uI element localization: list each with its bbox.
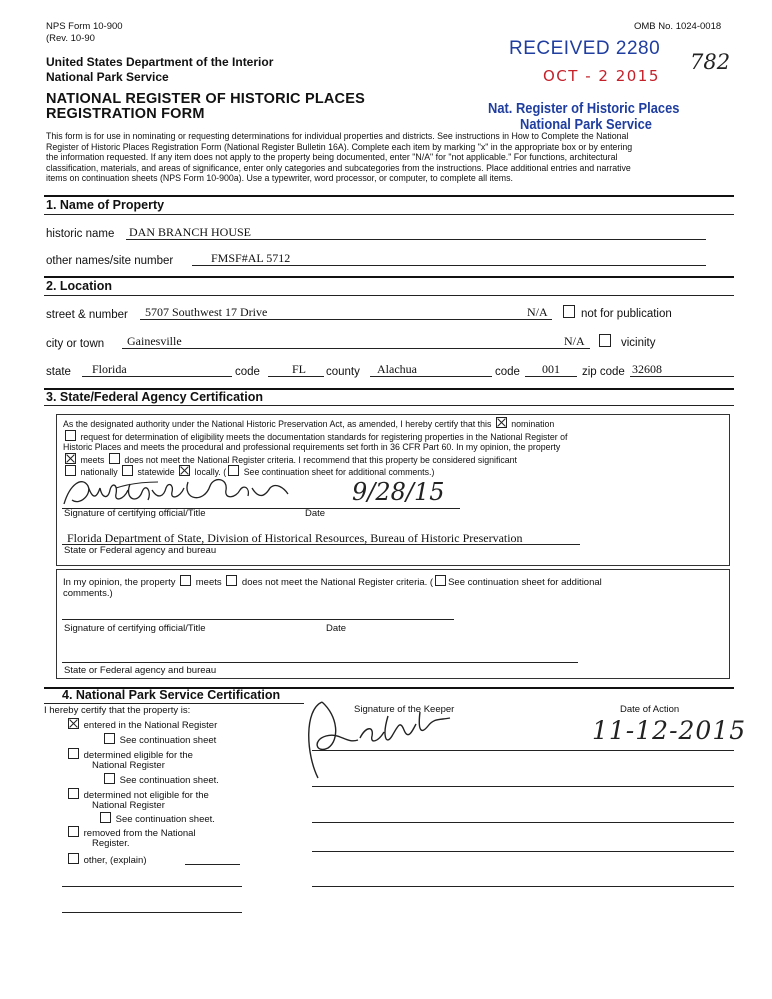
section-1-title: 1. Name of Property [46,198,165,212]
eligible-option[interactable]: determined eligible for the [66,748,193,761]
eligible-line2: National Register [92,760,165,771]
state-code-value[interactable]: FL [292,362,307,376]
removed-option[interactable]: removed from the National [66,826,196,839]
other-names-value[interactable]: FMSF#AL 5712 [211,251,291,265]
section-divider [44,195,734,197]
keeper-line [312,786,734,787]
field-line [122,348,590,349]
keeper-line [312,851,734,852]
received-date-stamp: OCT - 2 2015 [543,67,660,85]
form-revision: (Rev. 10-90 [46,33,95,44]
action-date-label: Date of Action [620,704,680,715]
removed-line2: Register. [92,838,130,849]
register-stamp: Nat. Register of Historic Places [488,100,680,117]
agency-line [62,662,578,663]
instruction-line: items on continuation sheets (NPS Form 10-900a). Use a typewriter, word processor, or computer, to complete all items. [46,173,513,183]
does-not-meet-checkbox[interactable] [109,453,120,464]
field-line [192,265,706,266]
code-label: code [235,366,260,378]
field-line [140,319,552,320]
section-divider [44,295,734,296]
explain-line [62,886,242,887]
instruction-line: Register of Historic Places Registration Form (National Register Bulletin 16A). Complete each item by marking "x" in the appropriate box or by entering [46,141,633,152]
certification-text: As the designated authority under the National Historic Preservation Act, as amended, I hereby certify that this nomination request for determination of eligibility meets the documentation standards for registering properties in the National Register of Historic Places and meets the procedural and professional requirements set forth in 36 CFR Part 60. In my opinion, the property meets does not meet the National Register criteria. I recommend that this property be considered significant nationally statewide locally. ( See continuation sheet for additional comments.) [63,419,568,477]
handwritten-number: 782 [690,50,731,74]
department: United States Department of the Interior [46,55,274,69]
instruction-line: the information requested. If any item does not apply to the property being documented, enter "N/A" for "not applicable." For functions, architectural [46,152,618,162]
explain-line [62,912,242,913]
meets-checkbox[interactable] [65,453,76,464]
signature-label: Signature of certifying official/Title [64,623,206,634]
zip-label: zip code [582,366,625,378]
explain-line [185,864,240,865]
form-subtitle: REGISTRATION FORM [46,106,205,122]
certification-date: 9/28/15 [352,478,445,506]
city-label: city or town [46,338,105,350]
entered-option[interactable]: entered in the National Register [66,718,217,731]
vicinity-label: vicinity [621,337,656,349]
county-code-value[interactable]: 001 [542,362,560,376]
not-for-publication-label: not for publication [581,308,672,320]
section-divider [44,214,734,215]
action-date-value: 11-12-2015 [592,716,747,745]
section-divider [44,405,734,406]
opinion-text: In my opinion, the property meets does not meet the National Register criteria. ( See continuation sheet for additional comments.) [63,577,602,599]
entered-continuation[interactable]: See continuation sheet [102,733,216,746]
instruction-line: This form is for use in nominating or requesting determinations for individual properties and districts. See instructions in How to Complete the National [46,131,629,141]
other-names-label: other names/site number [46,255,174,267]
section-divider [44,703,304,704]
not-eligible-line2: National Register [92,800,165,811]
opinion-meets-checkbox[interactable] [180,575,191,586]
opinion-not-meet-checkbox[interactable] [226,575,237,586]
street-label: street & number [46,309,128,321]
signature-line [62,619,454,620]
section-3-title: 3. State/Federal Agency Certification [46,390,263,404]
field-line [126,239,706,240]
county-value[interactable]: Alachua [377,362,417,376]
date-label: Date [305,508,326,519]
signature-label: Signature of certifying official/Title [64,508,206,519]
section-2-title: 2. Location [46,279,112,293]
historic-name-label: historic name [46,228,115,240]
other-option[interactable]: other, (explain) [66,853,146,866]
county-code-label: code [495,366,520,378]
not-eligible-continuation[interactable]: See continuation sheet. [98,812,215,825]
nomination-checkbox[interactable] [496,417,507,428]
opinion-continuation-checkbox[interactable] [435,575,446,586]
keeper-signature [300,696,480,788]
instructions [46,131,736,184]
street-na: N/A [527,305,548,319]
field-line [525,376,577,377]
date-label: Date [326,623,347,634]
not-for-publication-checkbox[interactable] [561,304,577,322]
state-value[interactable]: Florida [92,362,127,376]
form-title: NATIONAL REGISTER OF HISTORIC PLACES [46,91,365,107]
section-divider [44,276,734,278]
street-value[interactable]: 5707 Southwest 17 Drive [145,305,268,319]
vicinity-checkbox[interactable] [597,333,613,351]
keeper-line [312,886,734,887]
agency-label: State or Federal agency and bureau [64,545,217,556]
historic-name-value[interactable]: DAN BRANCH HOUSE [129,225,252,239]
city-value[interactable]: Gainesville [127,334,182,348]
state-label: state [46,366,71,378]
zip-value[interactable]: 32608 [632,362,662,376]
agency-service: National Park Service [46,70,169,84]
field-line [268,376,324,377]
agency-value[interactable]: Florida Department of State, Division of Historical Resources, Bureau of Historic Preservation [67,531,523,545]
not-eligible-option[interactable]: determined not eligible for the [66,788,209,801]
form-id: NPS Form 10-900 [46,21,123,32]
field-line [370,376,492,377]
keeper-line [312,750,734,751]
city-na: N/A [564,334,585,348]
agency-label: State or Federal agency and bureau [64,665,217,676]
keeper-label: Signature of the Keeper [354,704,455,715]
park-service-stamp: National Park Service [520,116,652,133]
section-4-title: 4. National Park Service Certification [62,688,281,702]
eligible-continuation[interactable]: See continuation sheet. [102,773,219,786]
county-label: county [326,366,360,378]
instruction-line: classification, materials, and areas of significance, enter only categories and subcategories from the instructions. Place additional entries and narrative [46,162,631,173]
omb-number: OMB No. 1024-0018 [634,21,722,32]
field-line [630,376,734,377]
certify-label: I hereby certify that the property is: [44,705,191,716]
field-line [82,376,232,377]
received-stamp: RECEIVED 2280 [509,38,661,59]
request-checkbox[interactable] [65,430,76,441]
keeper-line [312,822,734,823]
